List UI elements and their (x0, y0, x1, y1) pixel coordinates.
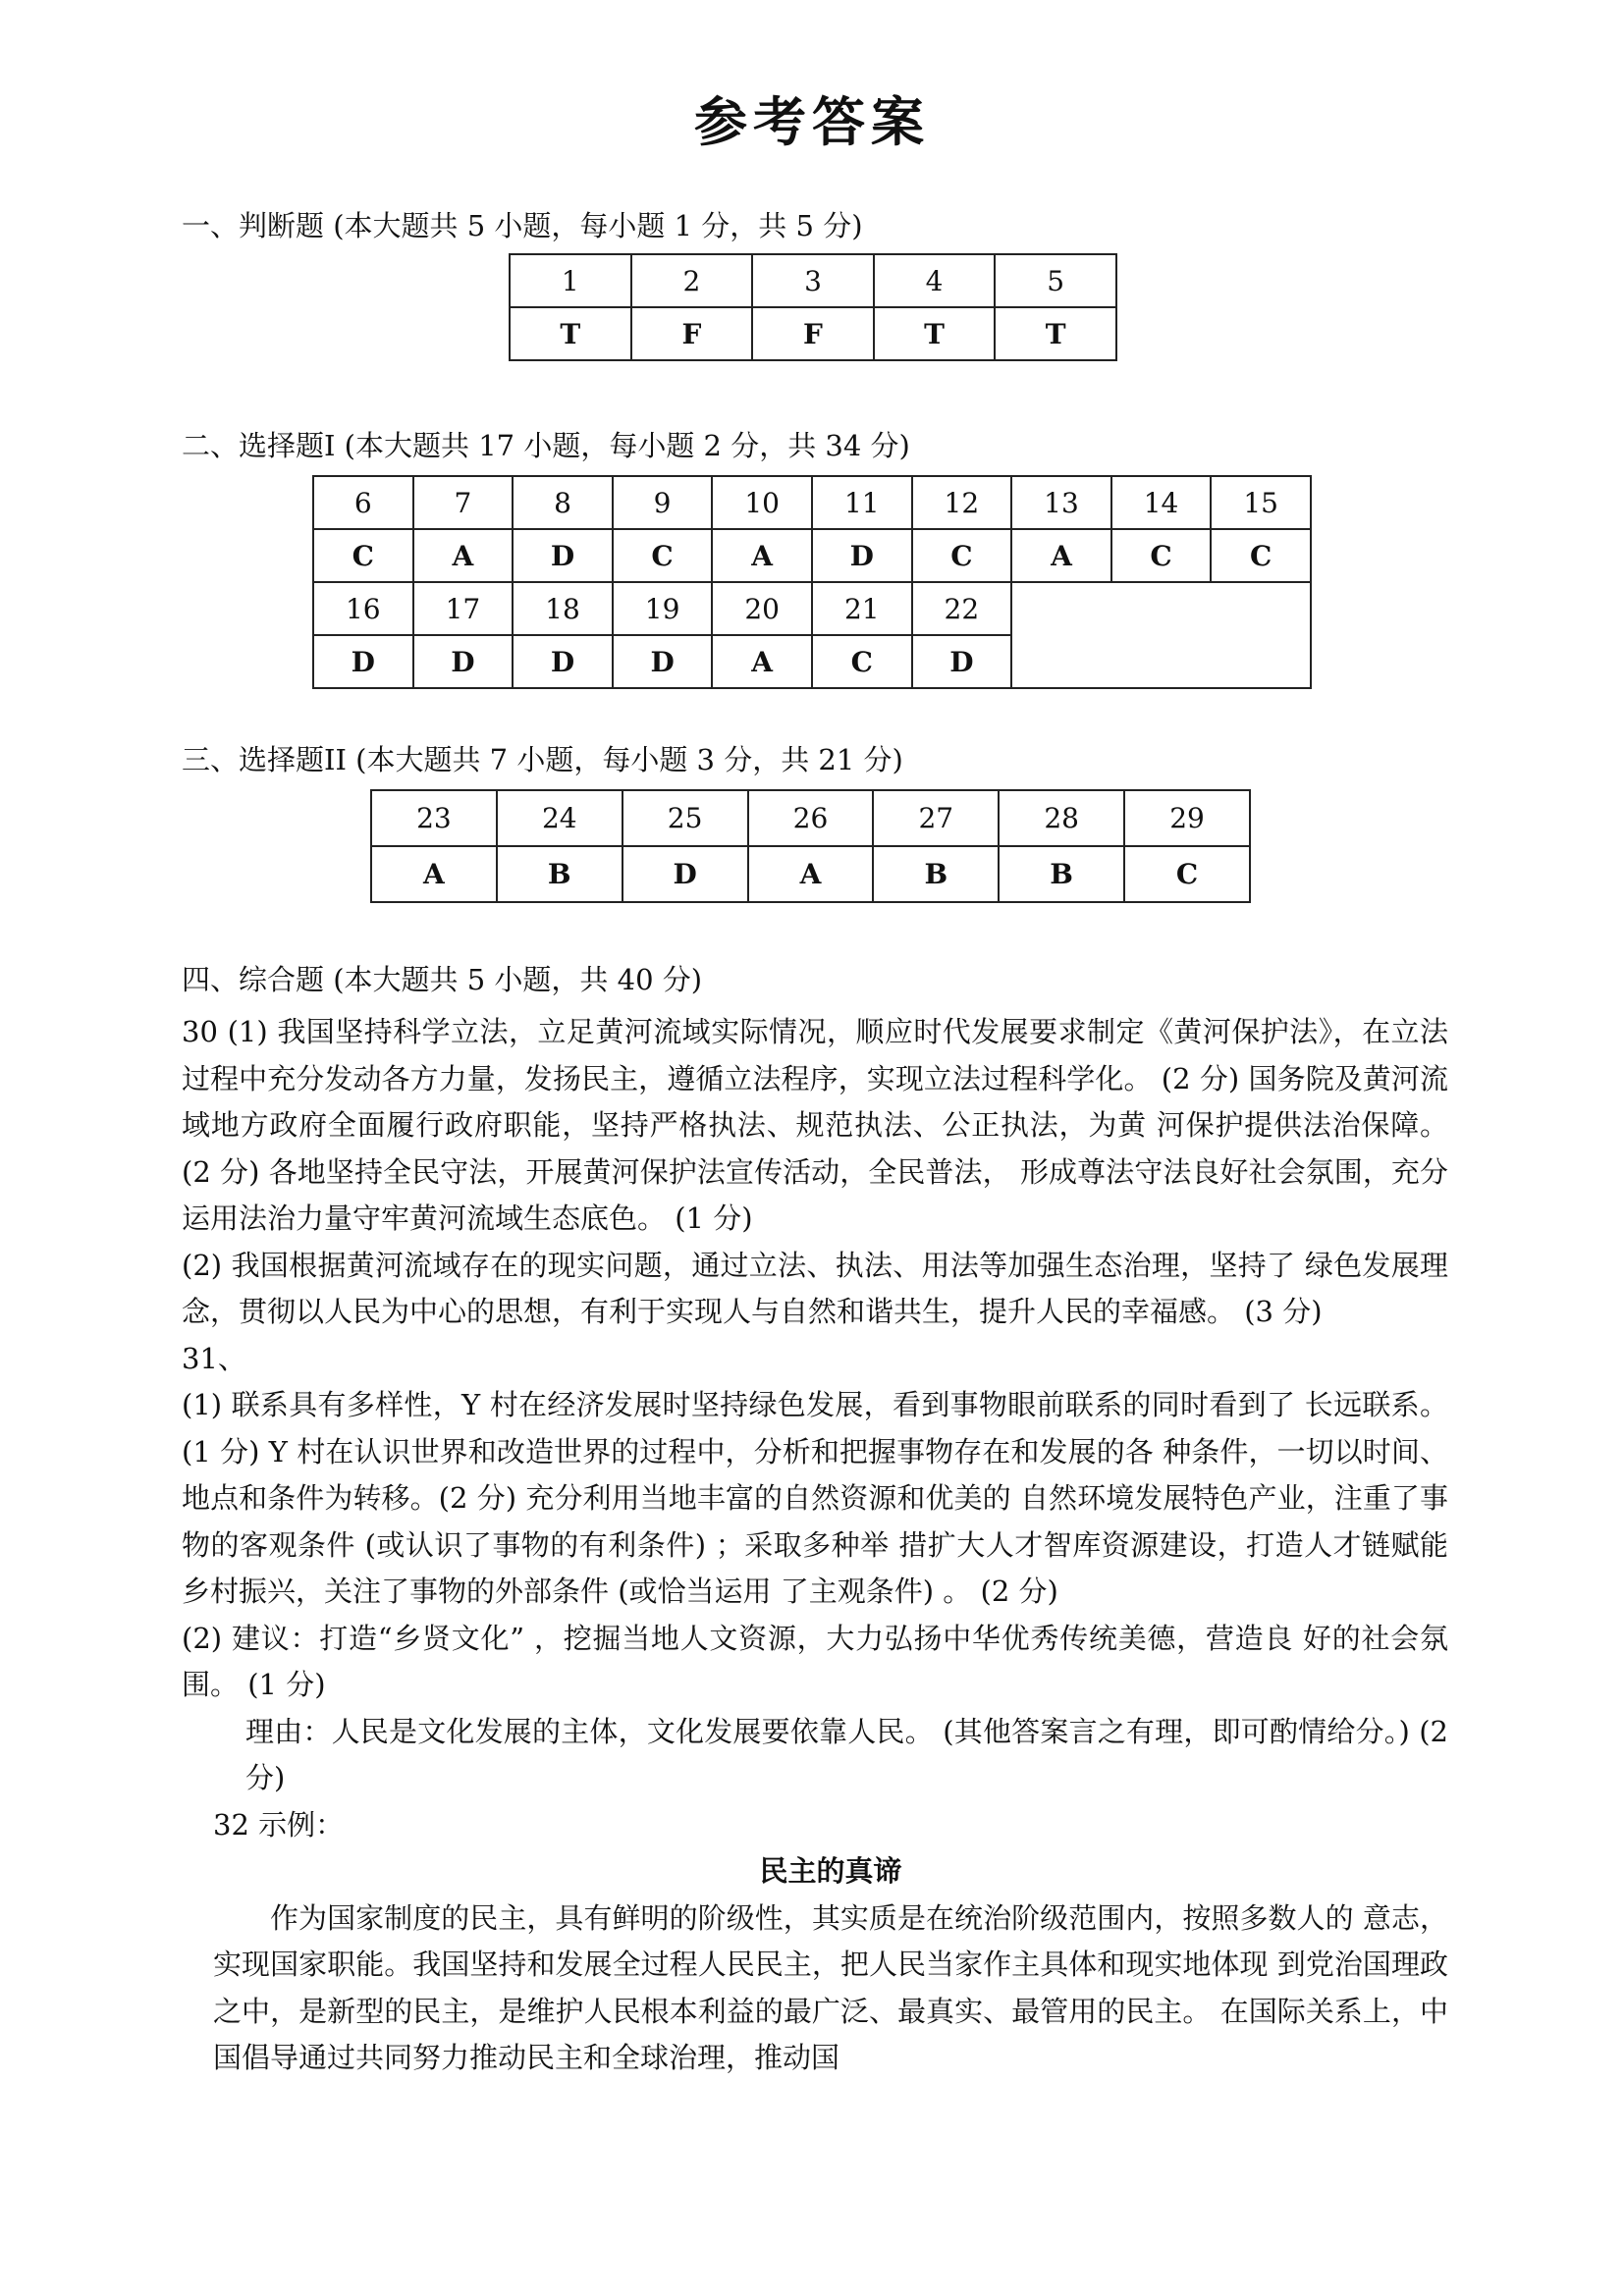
answer-cell: D (623, 846, 748, 902)
essay-title: 民主的真谛 (759, 1854, 902, 1888)
question-number: 18 (513, 582, 613, 635)
question-number: 28 (999, 790, 1124, 846)
number-row (313, 582, 1311, 635)
answer-cell: A (413, 529, 514, 582)
answer-cell: C (1111, 529, 1212, 582)
answer-cell: A (371, 846, 497, 902)
section4-heading: 四、综合题 (本大题共 5 小题，共 40 分) (182, 963, 703, 996)
question-number: 10 (712, 476, 812, 529)
answer-cell: D (313, 635, 413, 688)
page-title: 参考答案 (694, 90, 930, 153)
number-row (371, 790, 1250, 846)
essay-body: 作为国家制度的民主，具有鲜明的阶级性，其实质是在统治阶级范围内，按照多数人的 意志，实现国家职能。我国坚持和发展全过程人民民主，把人民当家作主具体和现实地体现 到党治国理政之中，是新型的民主，是维护人民根本利益的最广泛、最真实、最管用的民主。 在国际关系上，中国倡导通过共同努力推动民主和全球治理，推动国 (213, 1900, 1448, 2074)
section1-table (509, 253, 1117, 361)
number-row (510, 254, 1116, 307)
question-number: 22 (912, 582, 1012, 635)
answer-cell: D (912, 635, 1012, 688)
question-number: 21 (812, 582, 912, 635)
question-number: 24 (497, 790, 623, 846)
answer-cell: A (712, 529, 812, 582)
answer-cell: A (748, 846, 874, 902)
question-number: 7 (413, 476, 514, 529)
question-number: 3 (752, 254, 874, 307)
section1-heading: 一、判断题 (本大题共 5 小题，每小题 1 分，共 5 分) (182, 209, 863, 242)
question-number: 8 (513, 476, 613, 529)
empty-cell (1011, 582, 1311, 688)
answer-cell: A (1011, 529, 1111, 582)
section2-heading: 二、选择题I (本大题共 17 小题，每小题 2 分，共 34 分) (182, 429, 910, 462)
answer-cell: C (313, 529, 413, 582)
answer-30-part1: 30 (1) 我国坚持科学立法，立足黄河流域实际情况，顺应时代发展要求制定《黄河保护法》，在立法过程中充分发动各方力量，发扬民主，遵循立法程序，实现立法过程科学化。 (2 分) 国务院及黄河流域地方政府全面履行政府职能，坚持严格执法、规范执法、公正执法，为黄 河保护提供法治保障。 (2 分) 各地坚持全民守法，开展黄河保护法宣传活动，全民普法， 形成尊法守法良好社会氛围，充分运用法治力量守牢黄河流域生态底色。 (1 分) (182, 1015, 1448, 1235)
question-number: 19 (613, 582, 713, 635)
question-number: 5 (995, 254, 1116, 307)
answer-cell: D (812, 529, 912, 582)
answer-31-part1: (1) 联系具有多样性，Y 村在经济发展时坚持绿色发展，看到事物眼前联系的同时看到了 长远联系。(1 分) Y 村在认识世界和改造世界的过程中，分析和把握事物存在和发展的各 种条件，一切以时间、地点和条件为转移。(2 分) 充分利用当地丰富的自然资源和优美的 自然环境发展特色产业，注重了事物的客观条件 (或认识了事物的有利条件) ；采取多种举 措扩大人才智库资源建设，打造人才链赋能乡村振兴，关注了事物的外部条件 (或恰当运用 了主观条件) 。 (2 分) (182, 1388, 1448, 1608)
question-number: 25 (623, 790, 748, 846)
question-number: 9 (613, 476, 713, 529)
answer-cell: T (874, 307, 996, 360)
question-number: 6 (313, 476, 413, 529)
question-number: 12 (912, 476, 1012, 529)
answer-cell: T (995, 307, 1116, 360)
answer-row (371, 846, 1250, 902)
question-number: 20 (712, 582, 812, 635)
answer-30-part2: (2) 我国根据黄河流域存在的现实问题，通过立法、执法、用法等加强生态治理，坚持了 绿色发展理念，贯彻以人民为中心的思想，有利于实现人与自然和谐共生，提升人民的幸福感。 (3 分) (182, 1248, 1448, 1328)
answer-cell: D (413, 635, 514, 688)
section3-table (370, 789, 1251, 903)
answer-cell: D (513, 635, 613, 688)
answer-cell: C (812, 635, 912, 688)
answer-cell: F (752, 307, 874, 360)
answer-cell: D (513, 529, 613, 582)
answer-cell: A (712, 635, 812, 688)
answer-cell: F (631, 307, 753, 360)
answer-32-label: 32 示例： (213, 1807, 345, 1842)
answer-cell: C (1124, 846, 1250, 902)
question-number: 2 (631, 254, 753, 307)
question-number: 17 (413, 582, 514, 635)
answer-cell: C (912, 529, 1012, 582)
section2-table (312, 475, 1312, 689)
answer-row (313, 529, 1311, 582)
question-number: 4 (874, 254, 996, 307)
answer-cell: D (613, 635, 713, 688)
section4-body (182, 1009, 1448, 2082)
answer-cell: T (510, 307, 631, 360)
answer-row (510, 307, 1116, 360)
question-number: 23 (371, 790, 497, 846)
answer-cell: B (873, 846, 999, 902)
number-row (313, 476, 1311, 529)
answer-cell: C (1211, 529, 1311, 582)
question-number: 11 (812, 476, 912, 529)
answer-31-label: 31、 (182, 1341, 246, 1375)
question-number: 15 (1211, 476, 1311, 529)
question-number: 14 (1111, 476, 1212, 529)
answer-cell: B (999, 846, 1124, 902)
section3-heading: 三、选择题II (本大题共 7 小题，每小题 3 分，共 21 分) (182, 743, 903, 776)
question-number: 16 (313, 582, 413, 635)
question-number: 13 (1011, 476, 1111, 529)
answer-31-reason: 理由：人民是文化发展的主体，文化发展要依靠人民。 (其他答案言之有理，即可酌情给分。) (2 分) (245, 1714, 1448, 1794)
essay-block (182, 1848, 1448, 2082)
answer-31-part2: (2) 建议：打造“乡贤文化” ，挖掘当地人文资源，大力弘扬中华优秀传统美德，营造良 好的社会氛围。 (1 分) (182, 1621, 1448, 1701)
question-number: 27 (873, 790, 999, 846)
question-number: 26 (748, 790, 874, 846)
question-number: 29 (1124, 790, 1250, 846)
answer-cell: C (613, 529, 713, 582)
answer-cell: B (497, 846, 623, 902)
question-number: 1 (510, 254, 631, 307)
